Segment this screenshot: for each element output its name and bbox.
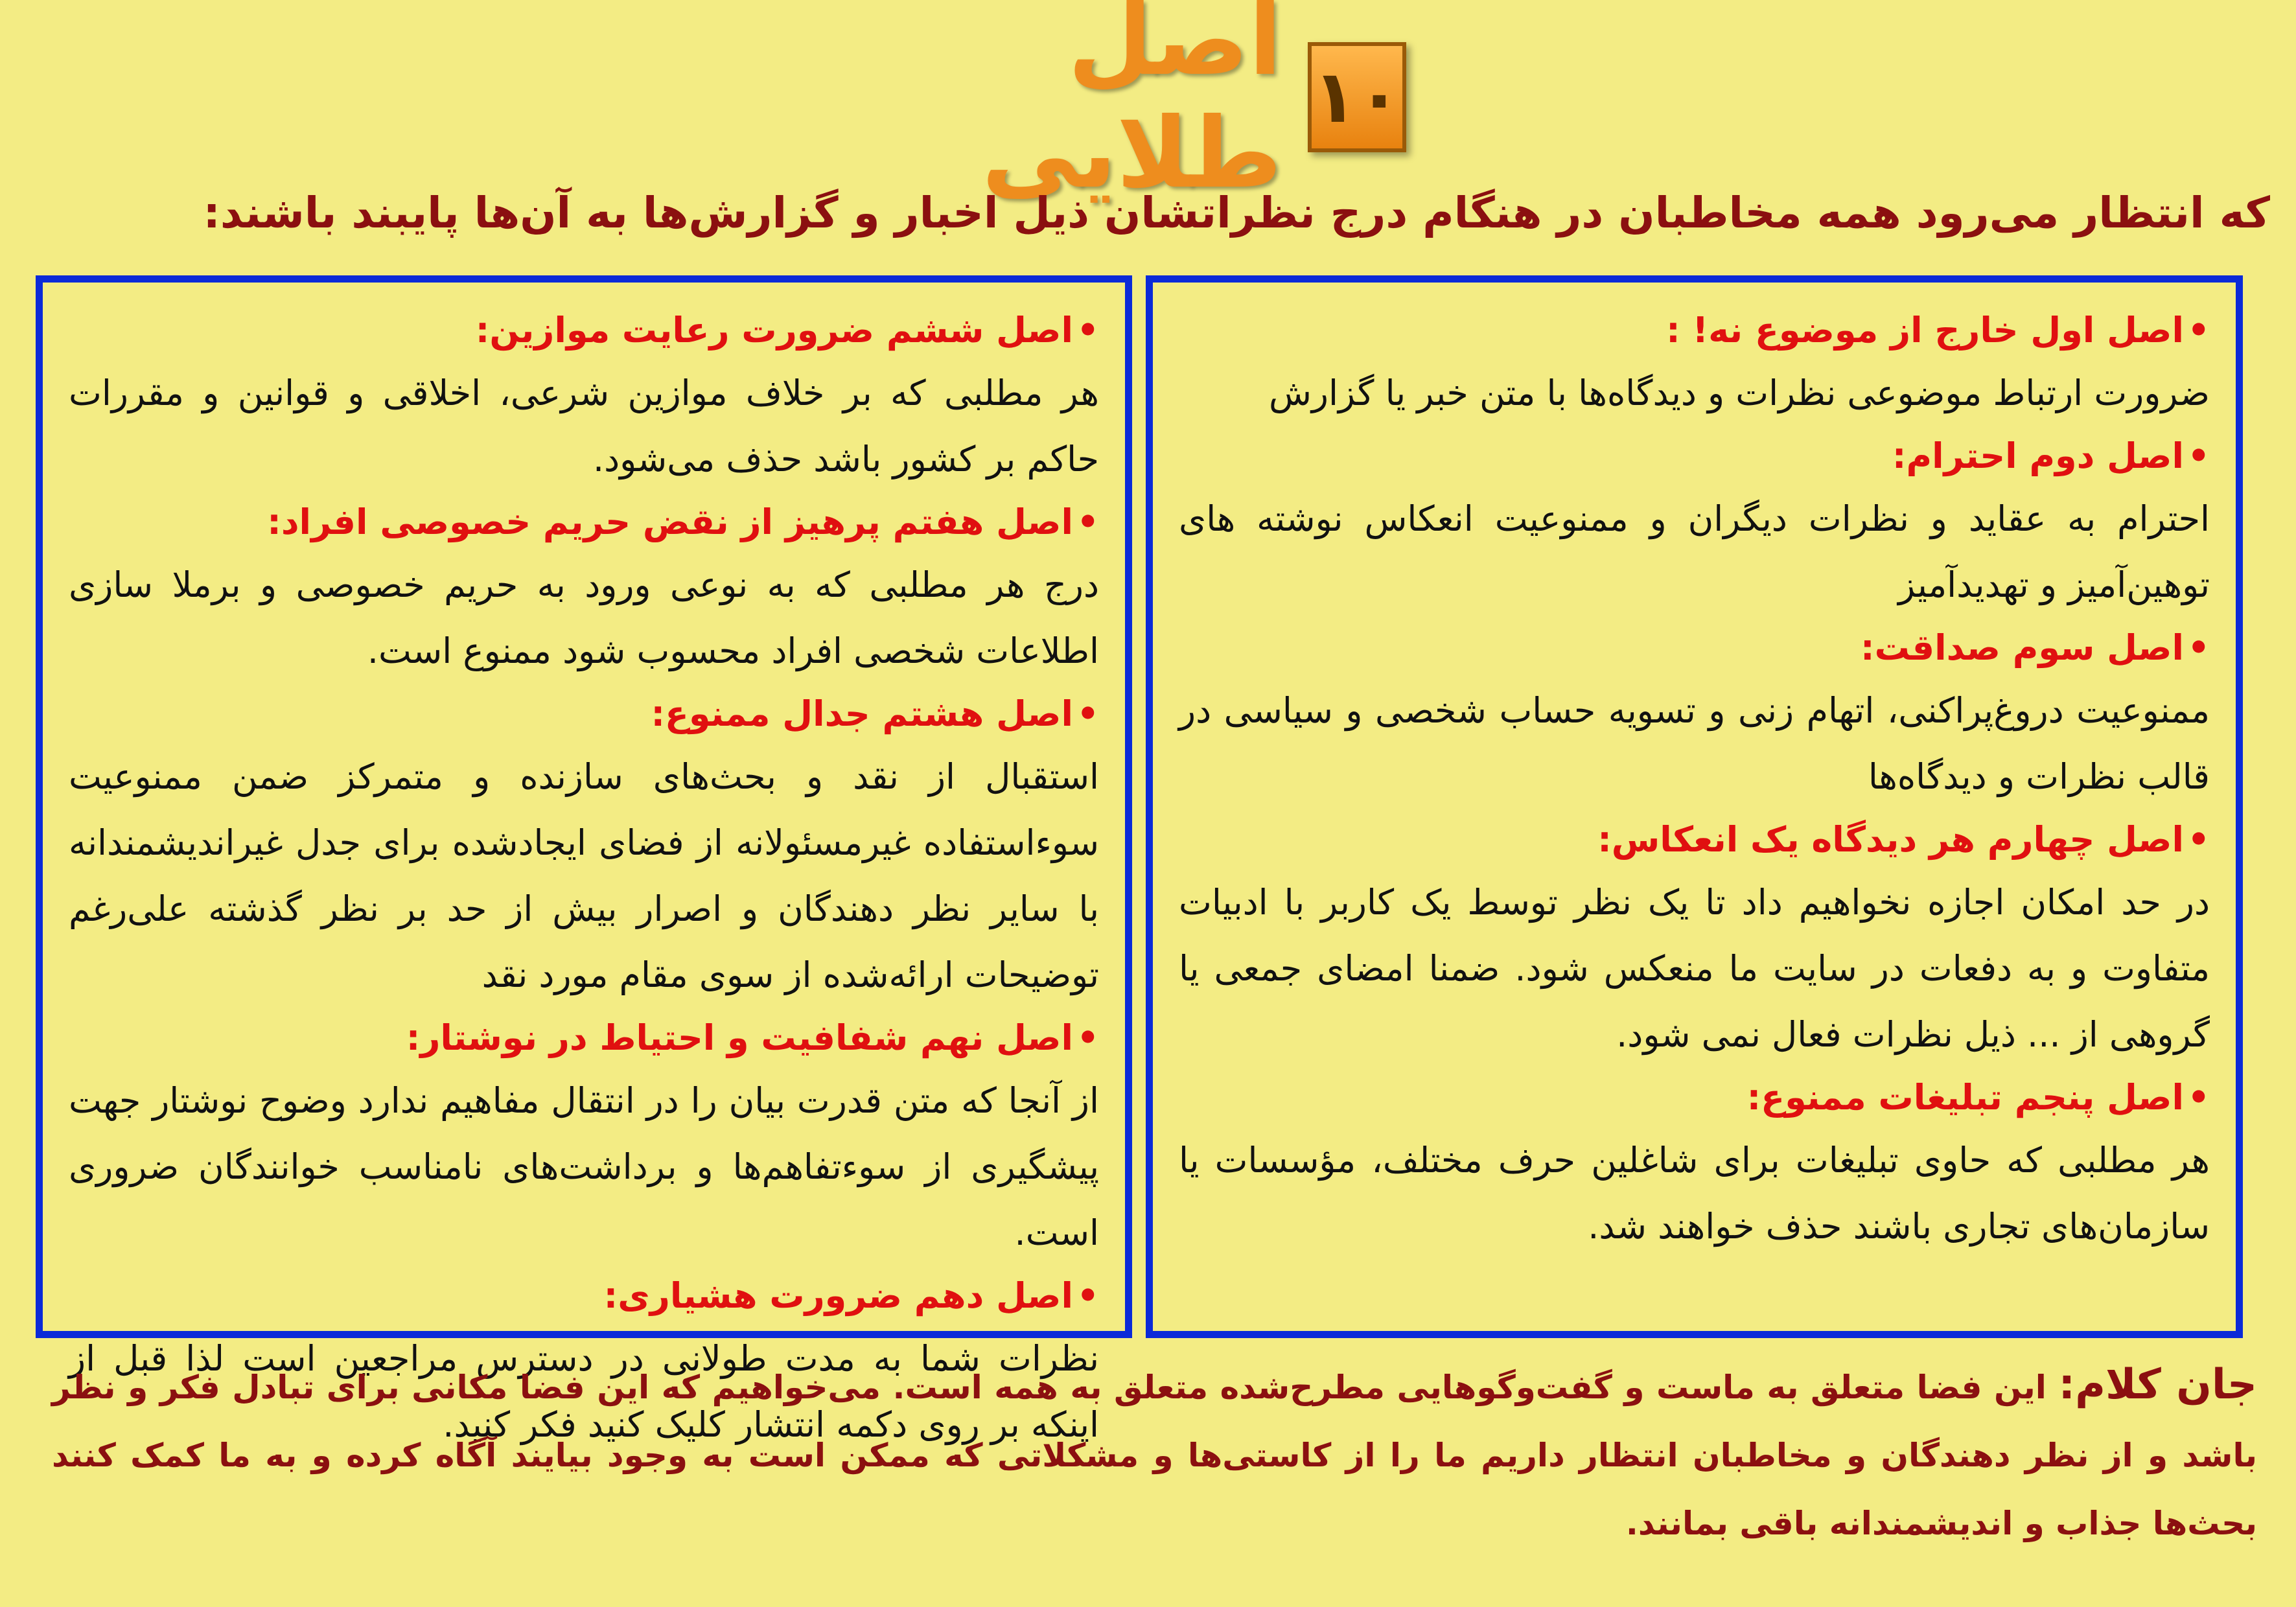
principles-box-left (36, 275, 1132, 1445)
principle-title: • اصل سوم صداقت: (1179, 618, 2210, 678)
principle-title: • اصل هفتم پرهیز از نقض حریم خصوصی افراد: (69, 492, 1099, 552)
number-badge: ۱۰ (1308, 42, 1406, 152)
principles-box-right (1146, 275, 2243, 1338)
principle-text: از آنجا که متن قدرت بیان را در انتقال مفاهیم ندارد وضوح نوشتار جهت پیشگیری از سوءتفاهم‌ها و برداشت‌های نامناسب خوانندگان ضروری است. (69, 1080, 1099, 1253)
principle-text: نظرات شما به مدت طولانی در دسترس مراجعین است لذا قبل از اینکه بر روی دکمه انتشار کلیک کنید فکر کنید. (69, 1338, 1099, 1445)
principle-text: استقبال از نقد و بحث‌های سازنده و متمرکز ضمن ممنوعیت سوءاستفاده غیرمسئولانه از فضای ایجادشده برای جدل غیراندیشمندانه با سایر نظر دهندگان و اصرار بیش از حد بر نظر گذشته علی‌رغم توضیحات ارائه‌شده از سوی مقام مورد نقد (69, 756, 1099, 995)
principle-text: هر مطلبی که بر خلاف موازین شرعی، اخلاقی و قوانین و مقررات حاکم بر کشور باشد حذف می‌شود. (69, 373, 1099, 480)
principle-8 (69, 684, 1099, 1008)
principle-text: ممنوعیت دروغ‌پراکنی، اتهام زنی و تسویه حساب شخصی و سیاسی در قالب نظرات و دیدگاه‌ها (1179, 690, 2210, 797)
principle-1 (1179, 301, 2210, 426)
principle-text: ضرورت ارتباط موضوعی نظرات و دیدگاه‌ها با متن خبر یا گزارش (1269, 373, 2210, 413)
footer-text: این فضا متعلق به ماست و گفت‌وگوهایی مطرح‌شده متعلق به همه است. می‌خواهیم که این فضا مکانی برای تبادل فکر و نظر باشد و از نظر دهندگان و مخاطبان انتظار داریم ما را از کاستی‌ها و مشکلاتی که ممکن است به وجود بیایند آگاه کرده و به ما کمک کنند بحث‌ها جذاب و اندیشمندانه باقی بمانند. (52, 1369, 2257, 1542)
footer-note (52, 1351, 2257, 1558)
principle-title: • اصل دوم احترام: (1179, 426, 2210, 486)
principle-text: درج هر مطلبی که به نوعی ورود به حریم خصوصی و برملا سازی اطلاعات شخصی افراد محسوب شود ممنوع است. (69, 564, 1099, 671)
principle-text: هر مطلبی که حاوی تبلیغات برای شاغلین حرف مختلف، مؤسسات یا سازمان‌های تجاری باشند حذف خواهند شد. (1179, 1140, 2210, 1247)
principle-title: • اصل چهارم هر دیدگاه یک انعکاس: (1179, 810, 2210, 870)
principle-title: • اصل اول خارج از موضوع نه! : (1179, 301, 2210, 360)
page-title: اصل طلایی (981, 0, 1282, 210)
principle-6 (69, 301, 1099, 492)
page-header (797, 0, 1406, 210)
principle-4 (1179, 810, 2210, 1068)
principle-title: • اصل هشتم جدال ممنوع: (69, 684, 1099, 744)
principle-3 (1179, 618, 2210, 810)
page-subtitle: که انتظار می‌رود همه مخاطبان در هنگام درج نظراتشان ذیل اخبار و گزارش‌ها به آن‌ها پایبند باشند: (203, 188, 2270, 238)
principle-text: در حد امکان اجازه نخواهیم داد تا یک نظر توسط یک کاربر با ادبیات متفاوت و به دفعات در سایت ما منعکس شود. ضمنا امضای جمعی یا گروهی از ... ذیل نظرات فعال نمی شود. (1179, 882, 2210, 1055)
footer-label: جان کلام: (2058, 1361, 2258, 1409)
principle-title: • اصل پنجم تبلیغات ممنوع: (1179, 1068, 2210, 1127)
principle-title: • اصل نهم شفافیت و احتیاط در نوشتار: (69, 1008, 1099, 1068)
principle-9 (69, 1008, 1099, 1266)
principle-title: • اصل ششم ضرورت رعایت موازین: (69, 301, 1099, 360)
principle-2 (1179, 426, 2210, 618)
principle-5 (1179, 1068, 2210, 1260)
principle-title: • اصل دهم ضرورت هشیاری: (69, 1266, 1099, 1326)
principle-7 (69, 492, 1099, 684)
principle-text: احترام به عقاید و نظرات دیگران و ممنوعیت انعکاس نوشته های توهین‌آمیز و تهدیدآمیز (1179, 498, 2210, 605)
